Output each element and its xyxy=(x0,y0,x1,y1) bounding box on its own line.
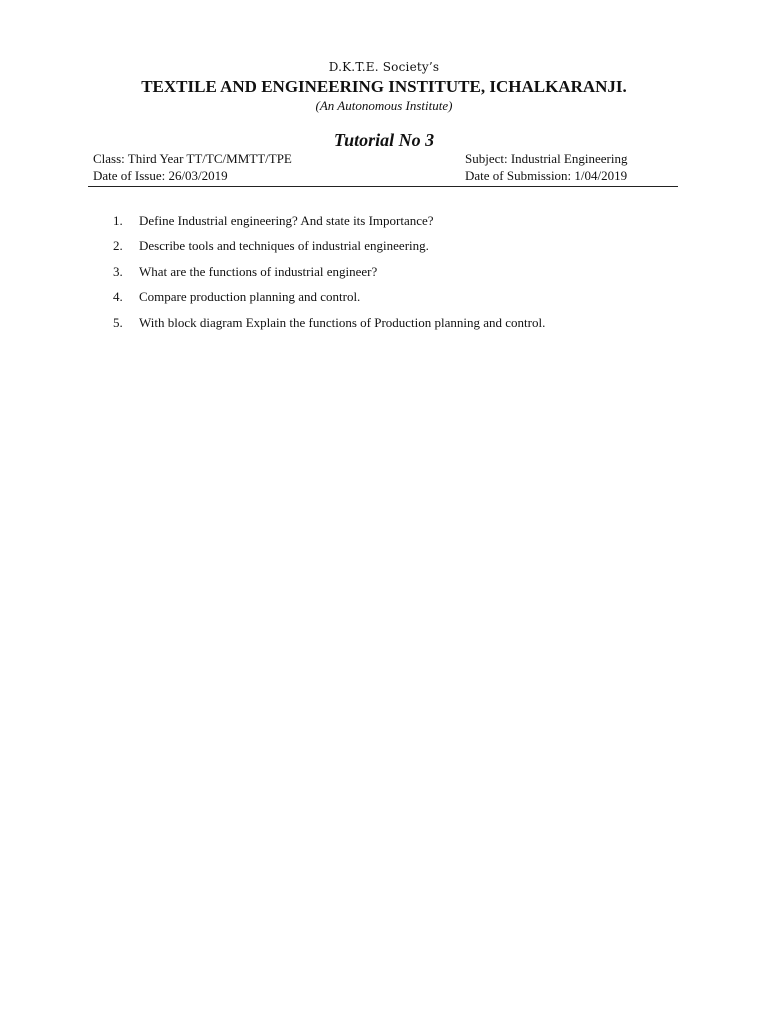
question-item xyxy=(113,263,545,288)
question-number: 3. xyxy=(113,263,123,279)
society-name: D.K.T.E. Society’s xyxy=(328,60,440,74)
question-item xyxy=(113,314,545,339)
header-divider xyxy=(88,186,678,187)
question-item xyxy=(113,288,545,313)
tutorial-title: Tutorial No 3 xyxy=(333,130,435,150)
question-number: 4. xyxy=(113,289,123,305)
question-text: With block diagram Explain the functions of Production planning and control. xyxy=(139,314,546,330)
date-of-issue: Date of Issue: 26/03/2019 xyxy=(93,168,228,183)
question-text: What are the functions of industrial engineer? xyxy=(139,263,378,279)
question-text: Describe tools and techniques of industrial engineering. xyxy=(139,238,429,254)
question-number: 2. xyxy=(113,238,123,254)
subject-info: Subject: Industrial Engineering xyxy=(465,151,628,166)
question-item xyxy=(113,237,545,262)
question-list xyxy=(113,212,545,339)
autonomous-note: (An Autonomous Institute) xyxy=(315,98,453,113)
question-item xyxy=(113,212,545,237)
class-info: Class: Third Year TT/TC/MMTT/TPE xyxy=(93,151,292,166)
question-text: Compare production planning and control. xyxy=(139,289,361,305)
institute-name: TEXTILE AND ENGINEERING INSTITUTE, ICHALKARANJI. xyxy=(141,77,627,96)
question-number: 1. xyxy=(113,213,123,228)
date-of-submission: Date of Submission: 1/04/2019 xyxy=(465,168,628,183)
question-text: Define Industrial engineering? And state its Importance? xyxy=(139,213,434,228)
question-number: 5. xyxy=(113,314,123,330)
